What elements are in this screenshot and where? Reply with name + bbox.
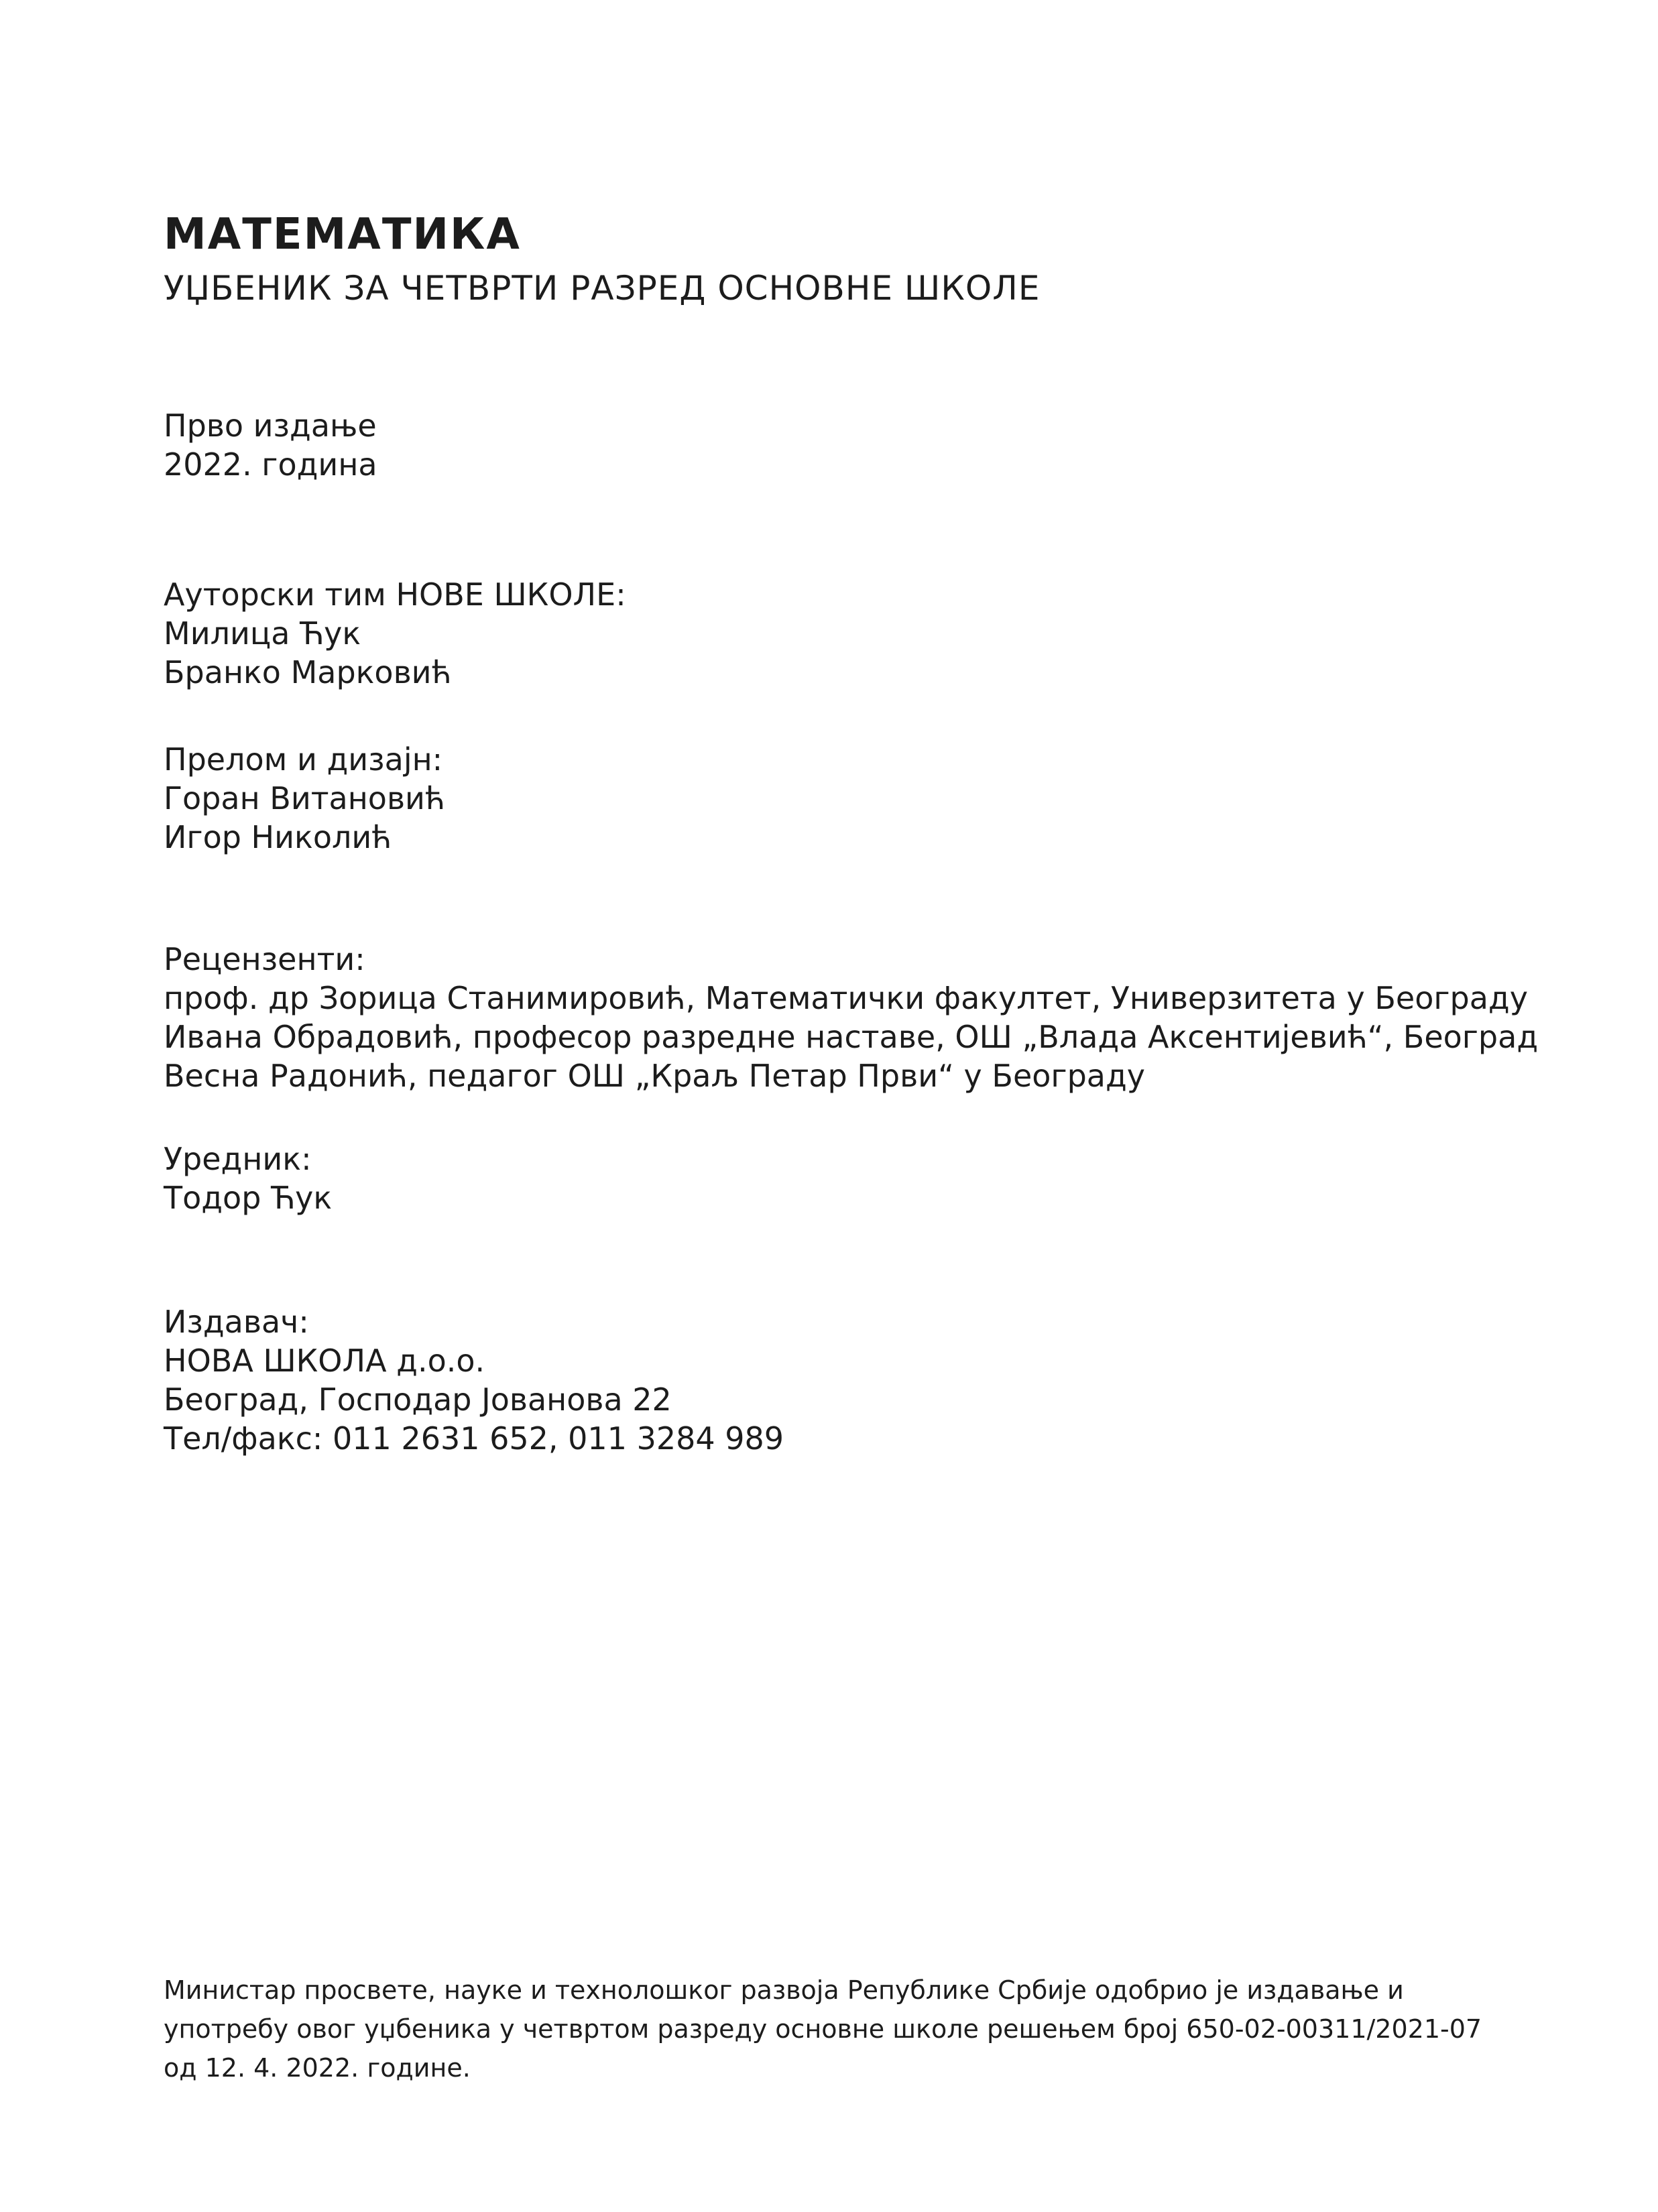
book-subtitle: УЏБЕНИК ЗА ЧЕТВРТИ РАЗРЕД ОСНОВНЕ ШКОЛЕ xyxy=(164,269,1041,308)
publisher-heading: Издавач: xyxy=(164,1304,309,1340)
author-name: Милица Ћук xyxy=(164,615,361,652)
book-title: МАТЕМАТИКА xyxy=(164,210,521,259)
publisher-name: НОВА ШКОЛА д.о.о. xyxy=(164,1343,485,1379)
reviewer-entry: Ивана Обрадовић, професор разредне наставе, ОШ „Влада Аксентијевић“, Београд xyxy=(164,1019,1539,1055)
editor-name: Тодор Ћук xyxy=(164,1180,333,1216)
ministry-approval-note xyxy=(164,1971,1572,2087)
reviewer-entry: Весна Радонић, педагог ОШ „Краљ Петар Први“ у Београду xyxy=(164,1058,1145,1094)
designer-name: Игор Николић xyxy=(164,819,392,855)
edition-year: 2022. година xyxy=(164,446,377,483)
approval-line: Министар просвете, науке и технолошког развоја Републике Србије одобрио је издавање и xyxy=(164,1975,1404,2005)
author-name: Бранко Марковић xyxy=(164,654,452,690)
reviewers-section xyxy=(164,940,1538,1095)
edition-info xyxy=(164,406,377,484)
reviewer-entry: проф. др Зорица Станимировић, Математички факултет, Универзитета у Београду xyxy=(164,980,1528,1016)
approval-line: употребу овог уџбеника у четвртом разреду основне школе решењем број 650-02-00311/2021-07 xyxy=(164,2014,1482,2044)
layout-design-heading: Прелом и дизајн: xyxy=(164,741,443,778)
approval-line: од 12. 4. 2022. године. xyxy=(164,2053,471,2083)
reviewers-heading: Рецензенти: xyxy=(164,941,365,977)
publisher-section xyxy=(164,1302,784,1458)
layout-design-section xyxy=(164,740,445,857)
edition-number: Прво издање xyxy=(164,408,377,444)
designer-name: Горан Витановић xyxy=(164,780,445,816)
authors-section xyxy=(164,575,626,692)
publisher-phone: Тел/факс: 011 2631 652, 011 3284 989 xyxy=(164,1420,784,1457)
publisher-address: Београд, Господар Јованова 22 xyxy=(164,1381,672,1418)
authors-heading: Ауторски тим НОВЕ ШКОЛЕ: xyxy=(164,576,626,613)
editor-section xyxy=(164,1140,332,1217)
editor-heading: Уредник: xyxy=(164,1141,312,1177)
